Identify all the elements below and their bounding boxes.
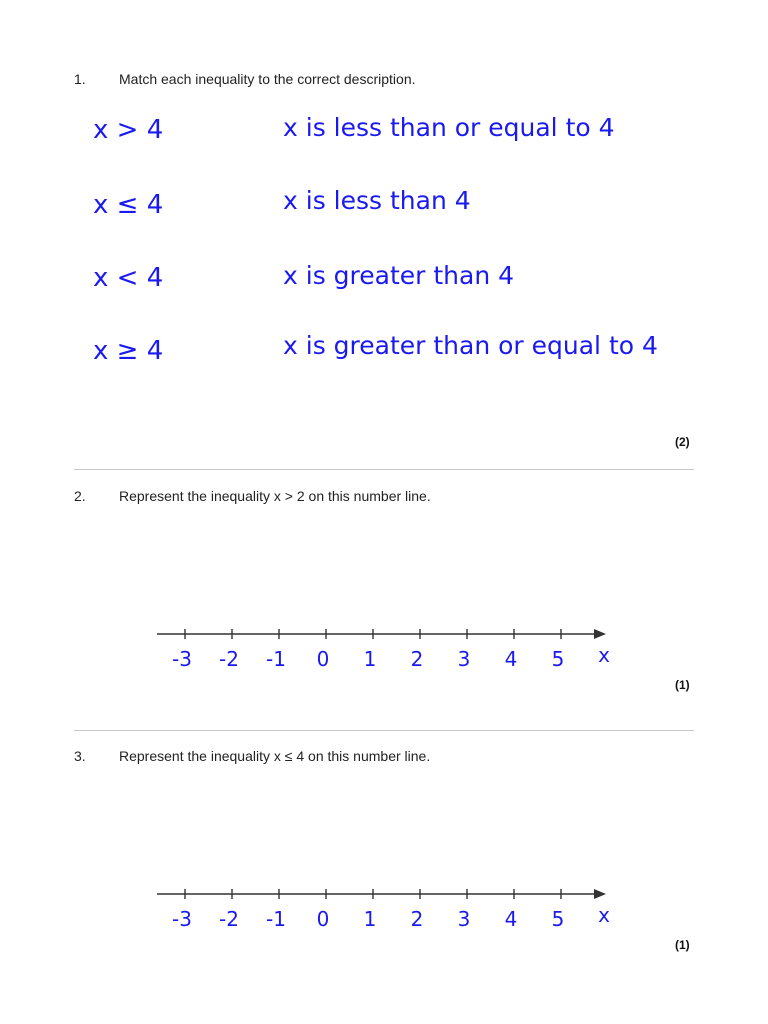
q2-prompt-before: Represent the inequality bbox=[119, 488, 270, 504]
number-line-tick-label: 0 bbox=[316, 907, 330, 931]
q1-inequality-3: x < 4 bbox=[93, 263, 164, 293]
q1-description-2: x is less than 4 bbox=[283, 186, 471, 215]
q2-marks: (1) bbox=[675, 678, 690, 692]
number-line-tick-label: -3 bbox=[172, 647, 192, 671]
number-line-arrowhead bbox=[594, 889, 606, 899]
number-line-tick-label: 4 bbox=[504, 907, 518, 931]
q3-prompt bbox=[119, 748, 430, 764]
q3-prompt-after: on this number line. bbox=[308, 748, 431, 764]
q1-prompt: Match each inequality to the correct description. bbox=[119, 71, 416, 87]
q3-number: 3. bbox=[74, 748, 86, 764]
number-line-tick-label: -1 bbox=[266, 647, 286, 671]
q1-number: 1. bbox=[74, 71, 86, 87]
number-line-tick-label: 2 bbox=[410, 907, 424, 931]
q1-inequality-4: x ≥ 4 bbox=[93, 336, 164, 366]
q1-marks: (2) bbox=[675, 435, 690, 449]
number-line-tick-label: 3 bbox=[457, 647, 471, 671]
q2-prompt-after: on this number line. bbox=[308, 488, 431, 504]
section-divider-2 bbox=[74, 730, 694, 731]
number-line-tick-label: -3 bbox=[172, 907, 192, 931]
number-line-tick-label: -2 bbox=[219, 907, 239, 931]
number-line-tick-label: 5 bbox=[551, 907, 565, 931]
q3-prompt-before: Represent the inequality bbox=[119, 748, 270, 764]
number-line-tick-label: 5 bbox=[551, 647, 565, 671]
q2-number: 2. bbox=[74, 488, 86, 504]
number-line-tick-label: 4 bbox=[504, 647, 518, 671]
q1-description-3: x is greater than 4 bbox=[283, 261, 515, 290]
number-line-tick-label: 3 bbox=[457, 907, 471, 931]
q3-expression: x ≤ 4 bbox=[273, 748, 305, 764]
number-line-tick-label: -1 bbox=[266, 907, 286, 931]
number-line-tick-label: 2 bbox=[410, 647, 424, 671]
number-line-axis-label: x bbox=[598, 903, 610, 927]
number-line-tick-label: 1 bbox=[363, 647, 377, 671]
q3-number-line[interactable] bbox=[0, 880, 768, 940]
number-line-tick-label: 1 bbox=[363, 907, 377, 931]
q1-inequality-2: x ≤ 4 bbox=[93, 190, 164, 220]
q2-number-line[interactable] bbox=[0, 620, 768, 680]
number-line-tick-label: -2 bbox=[219, 647, 239, 671]
q2-expression: x > 2 bbox=[273, 488, 305, 504]
q1-description-1: x is less than or equal to 4 bbox=[283, 113, 615, 142]
q3-marks: (1) bbox=[675, 938, 690, 952]
section-divider-1 bbox=[74, 469, 694, 470]
q2-prompt bbox=[119, 488, 431, 504]
number-line-tick-label: 0 bbox=[316, 647, 330, 671]
q1-description-4: x is greater than or equal to 4 bbox=[283, 331, 658, 360]
number-line-axis-label: x bbox=[598, 643, 610, 667]
q1-inequality-1: x > 4 bbox=[93, 115, 164, 145]
number-line-arrowhead bbox=[594, 629, 606, 639]
